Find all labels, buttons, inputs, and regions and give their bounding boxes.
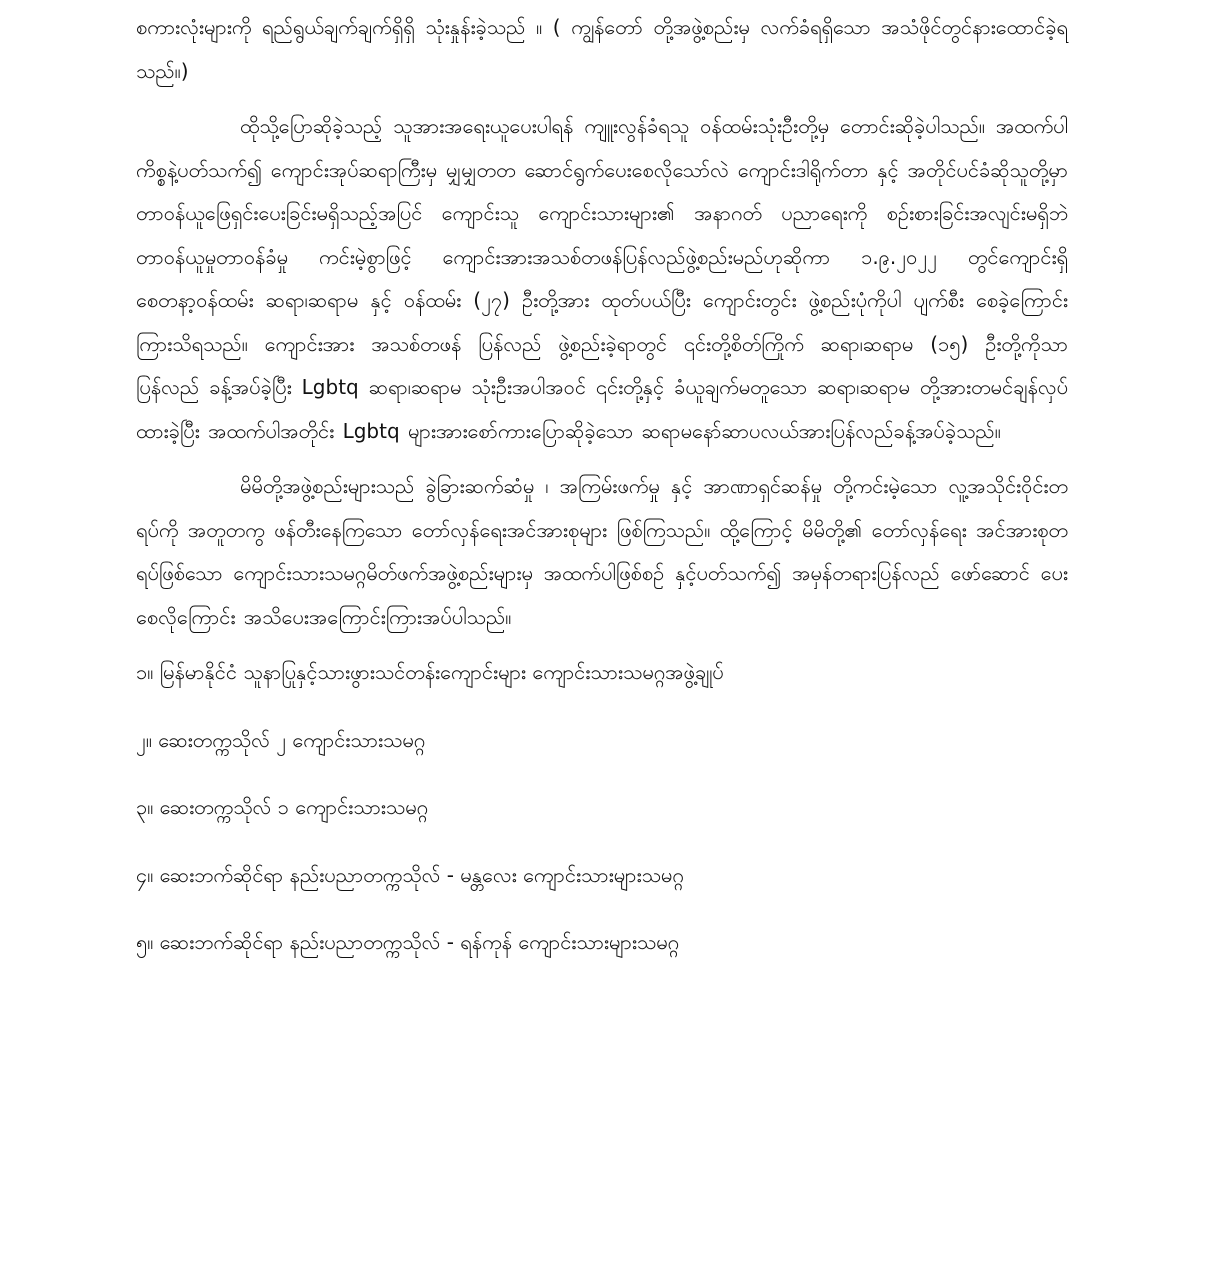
paragraph-statement: မိမိတို့အဖွဲ့စည်းများသည် ခွဲခြားဆက်ဆံမှု ၊ အကြမ်းဖက်မှု နှင့် အာဏာရှင်ဆန်မှု တို့ကင်းမဲ့သော လူ့အသိုင်းဝိုင်းတရပ်ကို အတူတကွ ဖန်တီးနေကြသော တော်လှန်ရေးအင်အားစုများ ဖြစ်ကြသည်။ ထို့ကြောင့် မိမိတို့၏ တော်လှန်ရေး အင်အားစုတရပ်ဖြစ်သော ကျောင်းသားသမဂ္ဂမိတ်ဖက်အဖွဲ့စည်းများမှ အထက်ပါဖြစ်စဉ် နှင့်ပတ်သက်၍ အမှန်တရားပြန်လည် ဖော်ဆောင် ပေးစေလိုကြောင်း အသိပေးအကြောင်းကြားအပ်ပါသည်။ bbox=[136, 474, 1068, 629]
paragraph-complaint: ထိုသို့ပြောဆိုခဲ့သည့် သူအားအရေးယူပေးပါရန် ကျူးလွန်ခံရသူ ဝန်ထမ်းသုံးဦးတို့မှ တောင်းဆိုခဲ့ပါသည်။ အထက်ပါကိစ္စနဲ့ပတ်သက်၍ ကျောင်းအုပ်ဆရာကြီးမှ မျှမျှတတ ဆောင်ရွက်ပေးစေလိုသော်လဲ ကျောင်းဒါရိုက်တာ နှင့် အတိုင်ပင်ခံဆိုသူတို့မှာ တာဝန်ယူဖြေရှင်းပေးခြင်းမရှိသည့်အပြင် ကျောင်းသူ ကျောင်းသားများ၏ အနာဂတ် ပညာရေးကို စဉ်းစားခြင်းအလျင်းမရှိဘဲ တာဝန်ယူမှုတာဝန်ခံမှု ကင်းမဲ့စွာဖြင့် ကျောင်းအားအသစ်တဖန်ပြန်လည်ဖွဲ့စည်းမည်ဟုဆိုကာ ၁.၉.၂၀၂၂ တွင်ကျောင်းရှိ စေတနာ့ဝန်ထမ်း ဆရာ၊ဆရာမ နှင့် ဝန်ထမ်း (၂၇) ဦးတို့အား ထုတ်ပယ်ပြီး ကျောင်းတွင်း ဖွဲ့စည်းပုံကိုပါ ပျက်စီး စေခဲ့ကြောင်း ကြားသိရသည်။ ကျောင်းအား အသစ်တဖန် ပြန်လည် ဖွဲ့စည်းခဲ့ရာတွင် ၎င်းတို့စိတ်ကြိုက် ဆရာ၊ဆရာမ (၁၅) ဦးတို့ကိုသာ ပြန်လည် ခန့်အပ်ခဲ့ပြီး Lgbtq ဆရာ၊ဆရာမ သုံးဦးအပါအဝင် ၎င်းတို့နှင့် ခံယူချက်မတူသော ဆရာ၊ဆရာမ တို့အားတမင်ချန်လှပ် ထားခဲ့ပြီး အထက်ပါအတိုင်း Lgbtq များအားစော်ကားပြောဆိုခဲ့သော ဆရာမနော်ဆာပလယ်အားပြန်လည်ခန့်အပ်ခဲ့သည်။ bbox=[136, 114, 1068, 443]
signatory-item: ၂။ ဆေးတက္ကသိုလ် ၂ ကျောင်းသားသမဂ္ဂ bbox=[136, 727, 426, 752]
signatory-item: ၁။ မြန်မာနိုင်ငံ သူနာပြုနှင့်သားဖွားသင်တန်းကျောင်းများ ကျောင်းသားသမဂ္ဂအဖွဲ့ချုပ် bbox=[136, 660, 724, 684]
signatory-item: ၅။ ဆေးဘက်ဆိုင်ရာ နည်းပညာတက္ကသိုလ် - ရန်ကုန် ကျောင်းသားများသမဂ္ဂ bbox=[136, 930, 680, 954]
signatory-item: ၃။ ဆေးတက္ကသိုလ် ၁ ကျောင်းသားသမဂ္ဂ bbox=[136, 795, 429, 819]
signatory-item: ၄။ ဆေးဘက်ဆိုင်ရာ နည်းပညာတက္ကသိုလ် - မန္တလေး ကျောင်းသားများသမဂ္ဂ bbox=[136, 862, 684, 887]
paragraph-continuation: စကားလုံးများကို ရည်ရွယ်ချက်ချက်ရှိရှိ သုံးနှုန်းခဲ့သည် ။ ( ကျွန်တော် တို့အဖွဲ့စည်းမှ လက်ခံရရှိသော အသံဖိုင်တွင်နားထောင်ခဲ့ရသည်။) bbox=[136, 15, 1068, 83]
signatory-list bbox=[136, 657, 1068, 957]
